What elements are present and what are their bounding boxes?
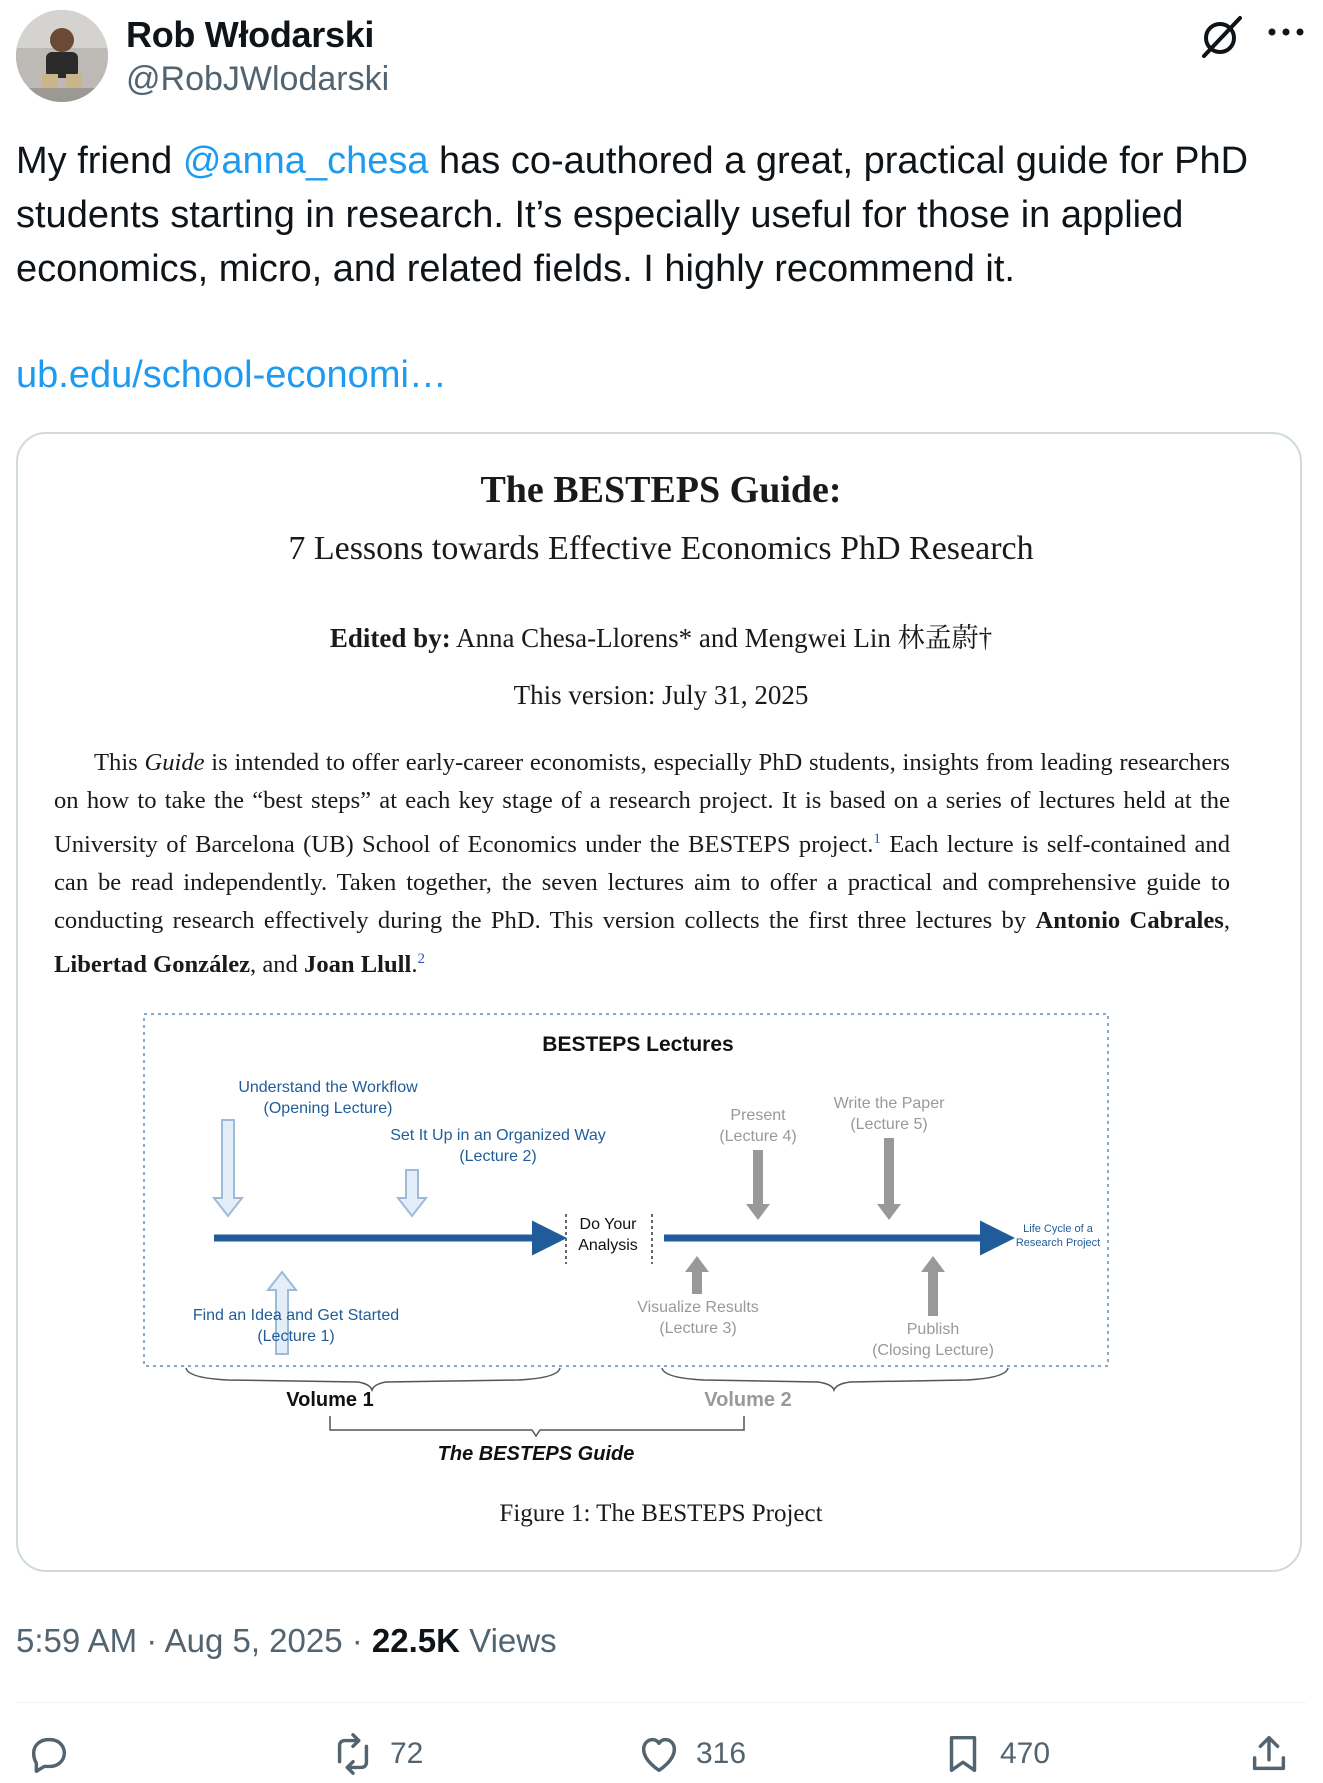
volume1-label: Volume 1 [286,1389,374,1411]
bookmark-count: 470 [1000,1737,1051,1770]
abstract-part: is intended to offer early-career economists, especially PhD students, insights from leading researchers on how to take the “best steps” at each key stage of a research project. It is based on a series of lectures held at the University of Barcelona (UB) School of Economics under the BESTEPS project. [54,749,1230,859]
lecture2-label: Set It Up in an Organized Way [390,1127,606,1144]
tweet-date[interactable]: Aug 5, 2025 [164,1622,343,1659]
tweet-meta [16,1622,557,1660]
lecture5-label: Write the Paper [833,1095,945,1112]
avatar[interactable] [16,10,108,102]
reply-icon [26,1731,72,1777]
views-label: Views [459,1622,557,1659]
guide-label: The BESTEPS Guide [437,1443,635,1465]
bookmark-button[interactable] [940,1726,1050,1782]
grok-icon[interactable] [1198,12,1246,60]
repost-count: 72 [390,1737,424,1770]
figure-heading: BESTEPS Lectures [542,1033,734,1056]
closing-label: Publish [906,1321,960,1338]
lecture-author: Antonio Cabrales [1035,907,1224,935]
share-button[interactable] [1246,1726,1292,1782]
heart-icon [636,1731,682,1777]
analysis-sub: Analysis [578,1237,638,1254]
abstract-sep: . [411,951,418,979]
editors-names: Anna Chesa-Llorens* and Mengwei Lin 林孟蔚† [455,623,993,653]
handle[interactable]: @RobJWlodarski [126,60,390,98]
lecture2-arrow [398,1170,426,1216]
figure-caption: Figure 1: The BESTEPS Project [499,1500,823,1527]
lecture-author: Joan Llull [304,951,412,979]
like-count: 316 [696,1737,747,1770]
volume2-label: Volume 2 [704,1389,792,1411]
views-count: 22.5K [371,1622,460,1659]
doc-subtitle: 7 Lessons towards Effective Economics PhD Research [288,530,1034,567]
mention-link[interactable]: @anna_chesa [182,140,429,182]
repost-icon [330,1731,376,1777]
lecture5-sub: (Lecture 5) [850,1116,928,1133]
lecture1-sub: (Lecture 1) [257,1328,335,1345]
opening-arrow [214,1120,242,1216]
share-icon [1246,1731,1292,1777]
abstract-sep: , [1223,907,1230,935]
editors-label: Edited by: [329,623,451,653]
tweet-time[interactable]: 5:59 AM [16,1622,138,1659]
tweet-text [16,134,1306,296]
closing-sub: (Closing Lecture) [872,1342,994,1359]
volume1-brace [186,1368,560,1390]
external-link[interactable]: ub.edu/school-economi… [16,354,447,396]
opening-lecture-label: Understand the Workflow [238,1079,418,1096]
analysis-label: Do Your [579,1216,637,1233]
like-button[interactable] [636,1726,746,1782]
lifecycle-sub: Research Project [1015,1237,1101,1249]
abstract-sep: , and [250,951,305,979]
display-name[interactable]: Rob Włodarski [126,14,375,55]
meta-separator: · [137,1622,165,1659]
volume2-brace [662,1368,1008,1390]
bookmark-icon [940,1731,986,1777]
guide-brace [330,1416,744,1436]
reply-button[interactable] [26,1726,86,1782]
lecture5-arrow [877,1138,901,1220]
footnote-marker: 1 [873,831,881,847]
abstract-guide-word: Guide [144,749,205,776]
closing-arrow [921,1256,945,1316]
lecture3-arrow [685,1256,709,1294]
lifecycle-label: Life Cycle of a [1023,1223,1093,1235]
tweet-text-rest: has co-authored a great, practical guide for PhD students starting in research. It’s especially useful for those in applied economics, micro, and related fields. I highly recommend it. [16,140,1249,290]
lecture3-sub: (Lecture 3) [659,1320,737,1337]
besteps-figure [108,994,1228,1514]
lecture2-sub: (Lecture 2) [459,1148,537,1165]
meta-separator: · [342,1622,372,1659]
lecture-author: Libertad González [54,951,251,979]
lecture4-label: Present [730,1107,786,1124]
abstract-part: Each lecture is self-contained and can be read independently. Taken together, the seven lectures aim to offer a practical and comprehensive guide to conducting research effectively during the PhD. This version collects the first three lectures by [54,831,1230,935]
lecture4-arrow [746,1150,770,1220]
person-avatar-icon [16,10,108,102]
doc-editors [18,616,1302,655]
lecture1-label: Find an Idea and Get Started [192,1307,400,1324]
opening-lecture-sub: (Opening Lecture) [263,1100,393,1117]
doc-title: The BESTEPS Guide: [480,469,842,511]
divider [16,1702,1306,1703]
lecture3-label: Visualize Results [637,1299,759,1316]
abstract-part: This [94,749,145,776]
doc-abstract [54,744,1230,984]
doc-version: This version: July 31, 2025 [513,680,809,710]
footnote-marker: 2 [417,951,425,968]
media-card[interactable] [16,432,1302,1572]
tweet-text-start: My friend [16,140,183,182]
repost-button[interactable] [330,1726,423,1782]
lecture4-sub: (Lecture 4) [719,1128,797,1145]
more-options-icon[interactable] [1262,14,1310,50]
